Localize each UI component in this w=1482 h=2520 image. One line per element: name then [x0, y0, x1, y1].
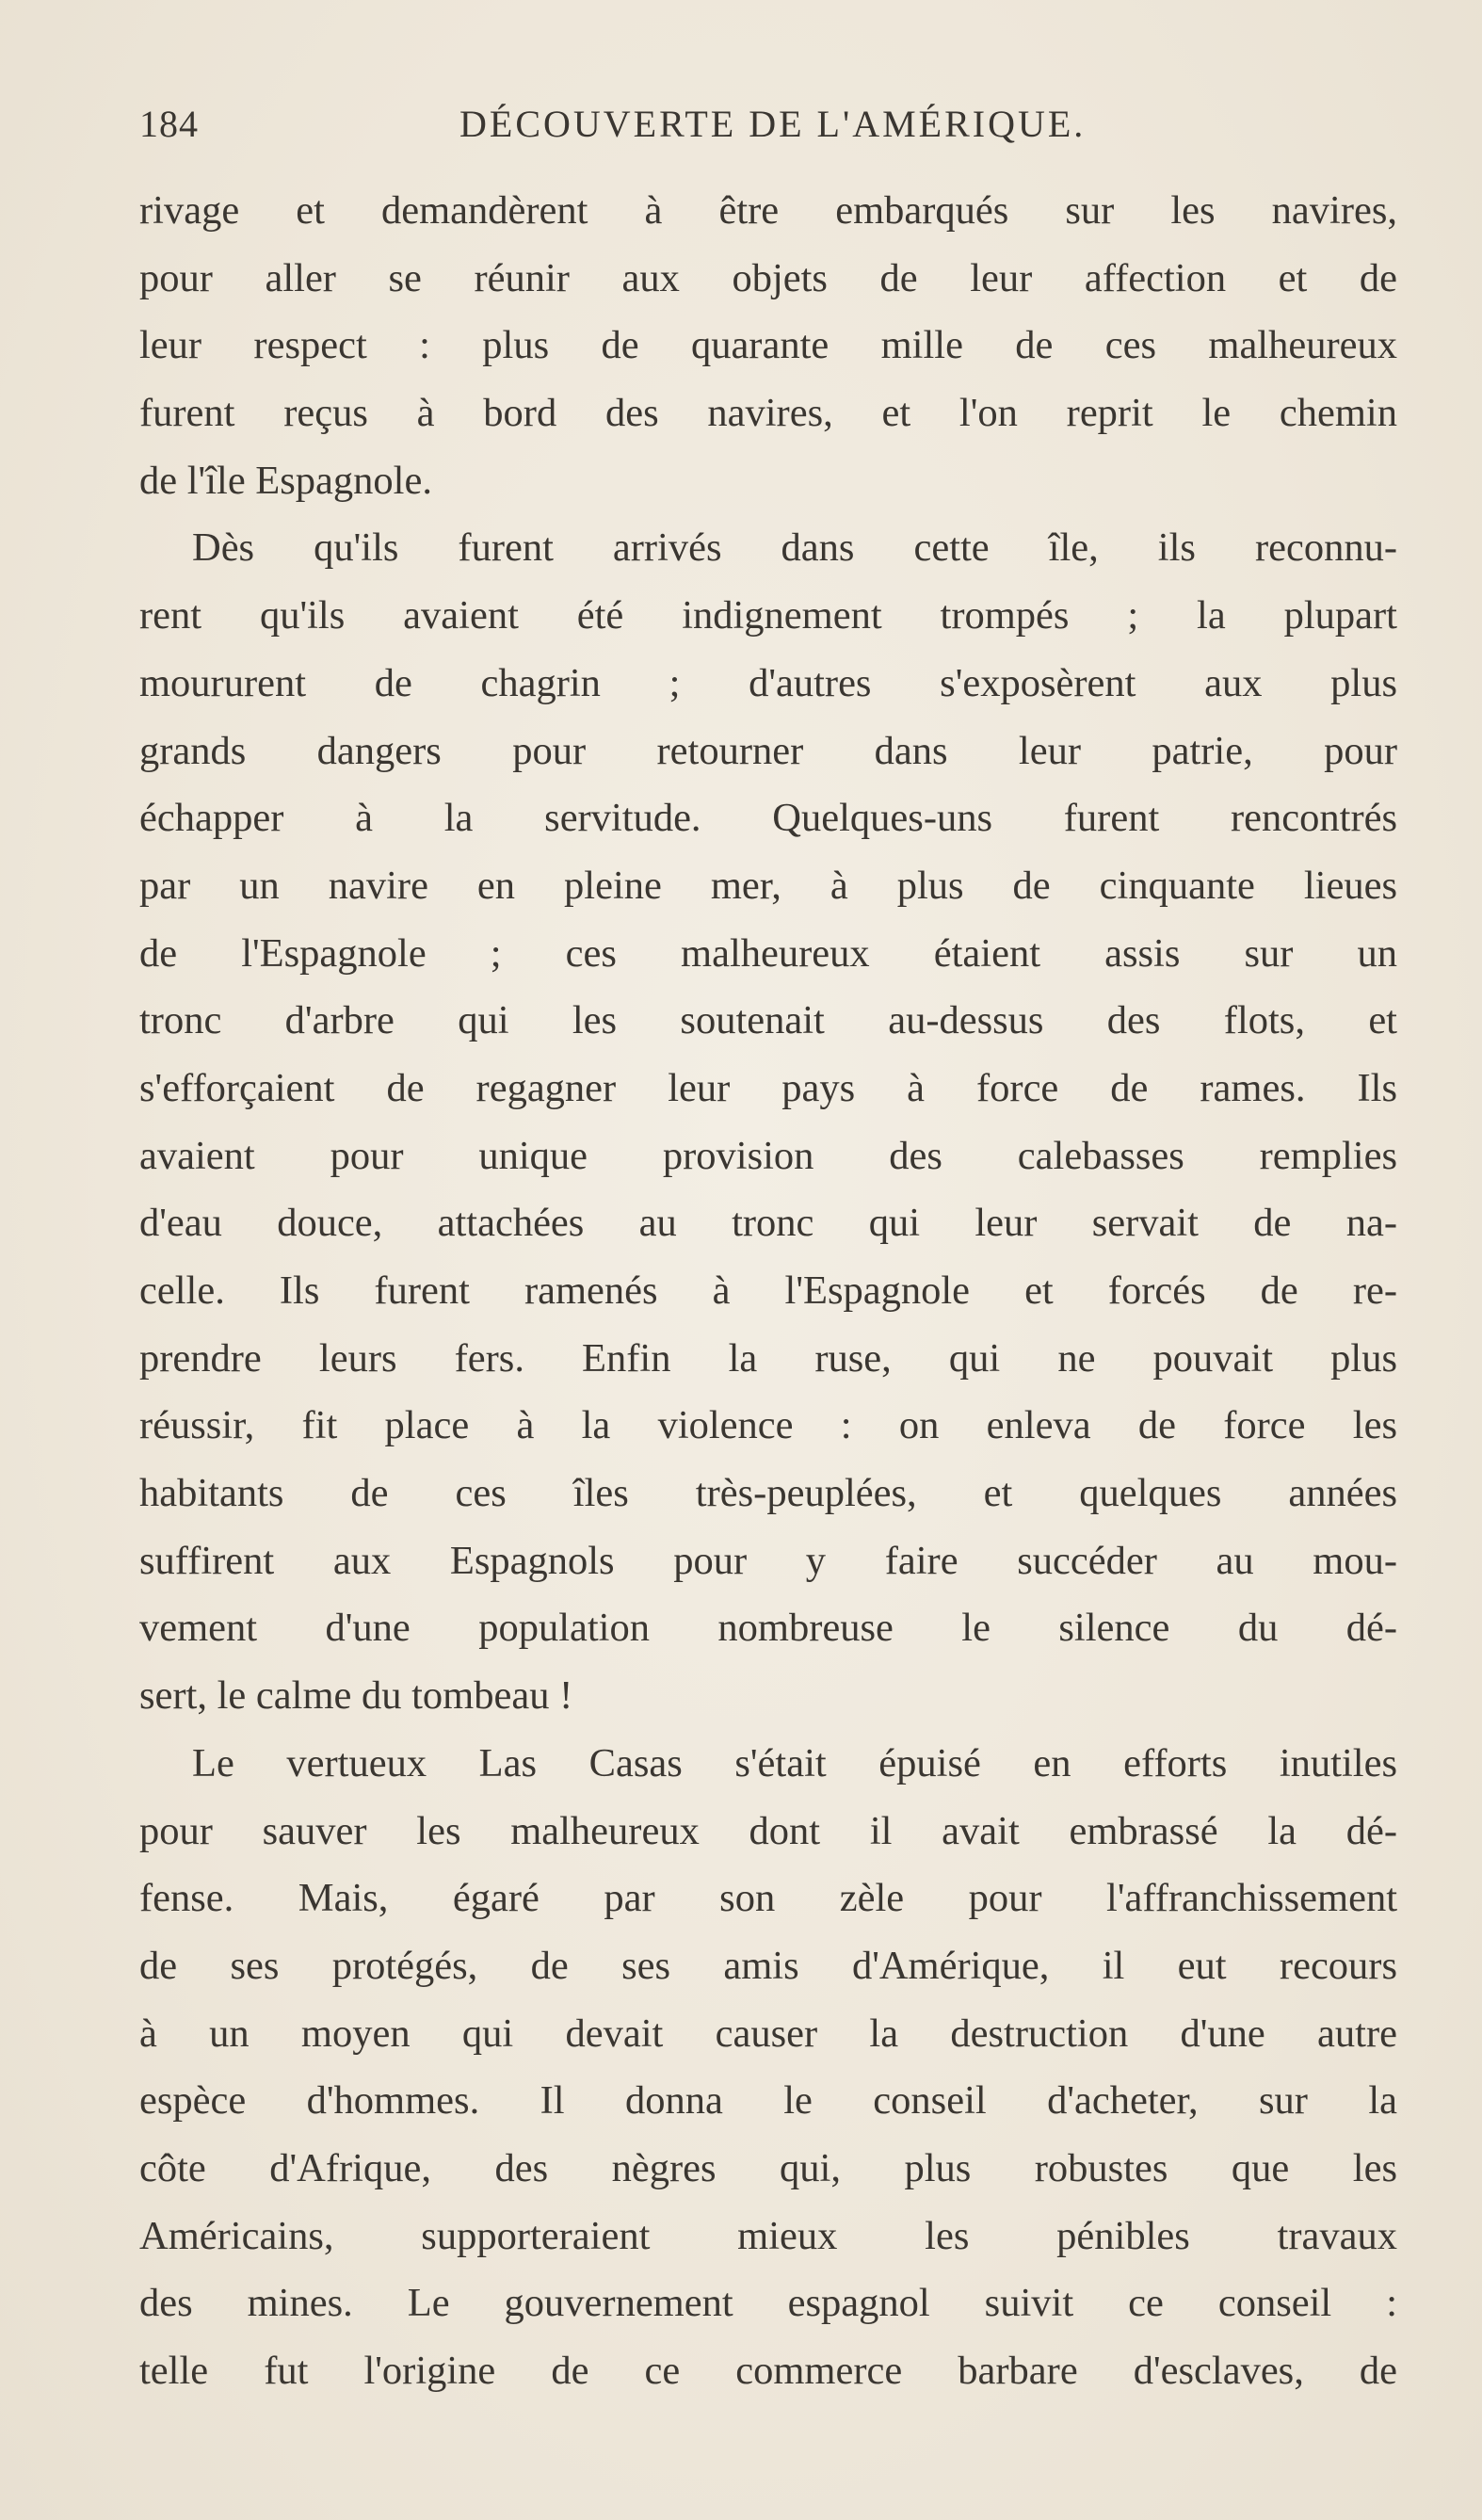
text-line: telle fut l'origine de ce commerce barbare d'esclaves, de [139, 2349, 1397, 2393]
text-line: côte d'Afrique, des nègres qui, plus robustes que les [139, 2145, 1397, 2190]
text-line: prendre leurs fers. Enfin la ruse, qui ne pouvait plus [139, 1335, 1397, 1381]
text-line: habitants de ces îles très-peuplées, et quelques années [139, 1471, 1397, 1516]
text-line: avaient pour unique provision des calebasses remplies [139, 1133, 1397, 1178]
text-line: par un navire en pleine mer, à plus de cinquante lieues [139, 863, 1397, 908]
text-line: de l'île Espagnole. [139, 458, 432, 503]
text-line: rent qu'ils avaient été indignement trompés ; la plupart [139, 593, 1397, 638]
text-line: fense. Mais, égaré par son zèle pour l'affranchissement [139, 1876, 1397, 1921]
text-line: s'efforçaient de regagner leur pays à force de rames. Ils [139, 1065, 1397, 1110]
page-header [139, 102, 1397, 158]
text-line: leur respect : plus de quarante mille de ces malheureux [139, 323, 1397, 368]
text-line: de l'Espagnole ; ces malheureux étaient assis sur un [139, 930, 1397, 976]
text-line: d'eau douce, attachées au tronc qui leur servait de na- [139, 1201, 1397, 1246]
text-line: pour aller se réunir aux objets de leur affection et de [139, 255, 1397, 300]
page-number: 184 [139, 103, 199, 145]
text-line: suffirent aux Espagnols pour y faire succéder au mou- [139, 1538, 1397, 1583]
text-line: des mines. Le gouvernement espagnol suivit ce conseil : [139, 2281, 1397, 2326]
text-line: moururent de chagrin ; d'autres s'exposèrent aux plus [139, 660, 1397, 705]
text-line: Le vertueux Las Casas s'était épuisé en efforts inutiles [192, 1740, 1397, 1785]
paragraph [139, 514, 1397, 1729]
text-line: de ses protégés, de ses amis d'Amérique, il eut recours [139, 1943, 1397, 1988]
text-line: celle. Ils furent ramenés à l'Espagnole et forcés de re- [139, 1268, 1397, 1313]
text-line: vement d'une population nombreuse le silence du dé- [139, 1606, 1397, 1651]
running-title: DÉCOUVERTE DE L'AMÉRIQUE. [459, 103, 1087, 145]
text-line: sert, le calme du tombeau ! [139, 1673, 573, 1719]
paragraph [139, 177, 1397, 514]
text-line: pour sauver les malheureux dont il avait embrassé la dé- [139, 1808, 1397, 1853]
body-text [139, 177, 1397, 2405]
text-line: échapper à la servitude. Quelques-uns furent rencontrés [139, 796, 1397, 841]
text-line: réussir, fit place à la violence : on enleva de force les [139, 1403, 1397, 1448]
text-line: à un moyen qui devait causer la destruction d'une autre [139, 2011, 1397, 2056]
text-line: espèce d'hommes. Il donna le conseil d'acheter, sur la [139, 2078, 1397, 2124]
text-line: Dès qu'ils furent arrivés dans cette île, ils reconnu- [192, 525, 1397, 571]
text-line: rivage et demandèrent à être embarqués sur les navires, [139, 188, 1397, 233]
text-line: furent reçus à bord des navires, et l'on reprit le chemin [139, 391, 1397, 436]
text-line: grands dangers pour retourner dans leur patrie, pour [139, 728, 1397, 773]
text-line: tronc d'arbre qui les soutenait au-dessus des flots, et [139, 998, 1397, 1043]
paragraph [139, 1730, 1397, 2405]
text-line: Américains, supporteraient mieux les pénibles travaux [139, 2213, 1397, 2258]
